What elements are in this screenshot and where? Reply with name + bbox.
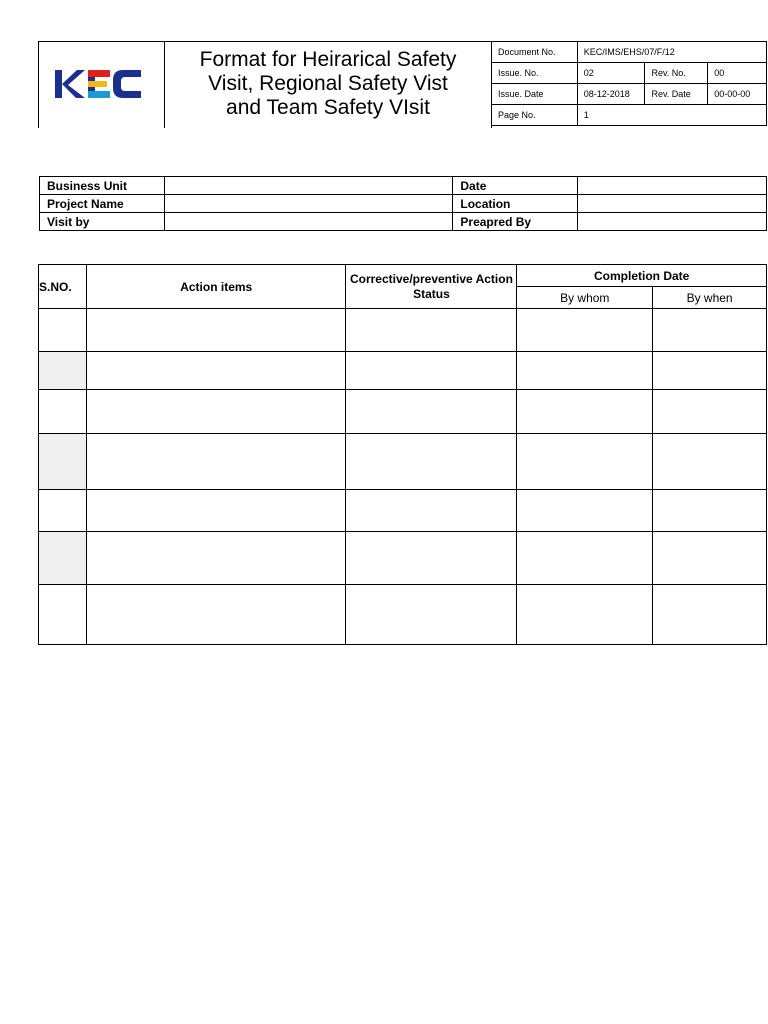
by-when-cell[interactable] xyxy=(653,434,767,490)
sno-cell[interactable] xyxy=(39,490,87,532)
issue-date-value: 08-12-2018 xyxy=(577,84,645,105)
business-unit-field[interactable] xyxy=(164,177,453,195)
info-row xyxy=(40,177,767,195)
completion-date-header: Completion Date xyxy=(517,265,767,287)
location-label: Location xyxy=(453,195,578,213)
title-line-2: Visit, Regional Safety Vist xyxy=(208,72,448,95)
status-cell[interactable] xyxy=(346,309,517,352)
date-field[interactable] xyxy=(578,177,767,195)
status-cell[interactable] xyxy=(346,352,517,390)
table-row xyxy=(39,532,767,585)
by-whom-cell[interactable] xyxy=(517,434,653,490)
meta-row xyxy=(492,63,767,84)
document-title xyxy=(165,48,491,120)
action-item-cell[interactable] xyxy=(86,434,346,490)
by-when-cell[interactable] xyxy=(653,352,767,390)
status-cell[interactable] xyxy=(346,532,517,585)
location-field[interactable] xyxy=(578,195,767,213)
action-item-cell[interactable] xyxy=(86,585,346,645)
status-cell[interactable] xyxy=(346,390,517,434)
page-no-value: 1 xyxy=(577,105,766,126)
sno-cell[interactable] xyxy=(39,585,87,645)
info-row xyxy=(40,213,767,231)
table-row xyxy=(39,352,767,390)
by-whom-cell[interactable] xyxy=(517,585,653,645)
meta-row xyxy=(492,84,767,105)
info-row xyxy=(40,195,767,213)
visit-by-label: Visit by xyxy=(40,213,165,231)
doc-no-value: KEC/IMS/EHS/07/F/12 xyxy=(577,42,766,63)
by-whom-cell[interactable] xyxy=(517,309,653,352)
by-whom-cell[interactable] xyxy=(517,532,653,585)
rev-no-value: 00 xyxy=(708,63,767,84)
by-when-cell[interactable] xyxy=(653,490,767,532)
action-item-cell[interactable] xyxy=(86,490,346,532)
document-header xyxy=(38,41,492,128)
meta-row xyxy=(492,105,767,126)
prepared-by-label: Preapred By xyxy=(453,213,578,231)
project-name-label: Project Name xyxy=(40,195,165,213)
sno-header: S.NO. xyxy=(39,265,87,309)
action-item-cell[interactable] xyxy=(86,390,346,434)
date-label: Date xyxy=(453,177,578,195)
action-item-cell[interactable] xyxy=(86,309,346,352)
document-meta-table xyxy=(491,41,767,126)
table-row xyxy=(39,309,767,352)
title-line-1: Format for Heirarical Safety xyxy=(199,48,457,71)
status-cell[interactable] xyxy=(346,490,517,532)
page-no-label: Page No. xyxy=(492,105,578,126)
issue-no-value: 02 xyxy=(577,63,645,84)
by-whom-cell[interactable] xyxy=(517,490,653,532)
rev-date-value: 00-00-00 xyxy=(708,84,767,105)
business-unit-label: Business Unit xyxy=(40,177,165,195)
by-whom-cell[interactable] xyxy=(517,390,653,434)
sno-cell[interactable] xyxy=(39,309,87,352)
sno-cell[interactable] xyxy=(39,434,87,490)
action-items-header: Action items xyxy=(86,265,346,309)
by-when-cell[interactable] xyxy=(653,390,767,434)
rev-date-label: Rev. Date xyxy=(645,84,708,105)
table-row xyxy=(39,490,767,532)
status-cell[interactable] xyxy=(346,434,517,490)
by-when-cell[interactable] xyxy=(653,309,767,352)
meta-row xyxy=(492,42,767,63)
status-cell[interactable] xyxy=(346,585,517,645)
visit-by-field[interactable] xyxy=(164,213,453,231)
title-line-3: and Team Safety VIsit xyxy=(226,96,430,119)
rev-no-label: Rev. No. xyxy=(645,63,708,84)
sno-cell[interactable] xyxy=(39,390,87,434)
action-item-cell[interactable] xyxy=(86,352,346,390)
header-row xyxy=(39,265,767,287)
kec-logo xyxy=(55,68,147,102)
visit-info-table xyxy=(39,176,767,231)
table-row xyxy=(39,585,767,645)
issue-no-label: Issue. No. xyxy=(492,63,578,84)
status-header: Corrective/preventive Action Status xyxy=(346,265,517,309)
project-name-field[interactable] xyxy=(164,195,453,213)
issue-date-label: Issue. Date xyxy=(492,84,578,105)
doc-no-label: Document No. xyxy=(492,42,578,63)
by-when-cell[interactable] xyxy=(653,532,767,585)
sno-cell[interactable] xyxy=(39,532,87,585)
by-when-cell[interactable] xyxy=(653,585,767,645)
table-row xyxy=(39,434,767,490)
sno-cell[interactable] xyxy=(39,352,87,390)
by-when-header: By when xyxy=(653,287,767,309)
by-whom-header: By whom xyxy=(517,287,653,309)
action-items-table xyxy=(38,264,767,645)
action-item-cell[interactable] xyxy=(86,532,346,585)
logo-cell xyxy=(39,42,165,128)
prepared-by-field[interactable] xyxy=(578,213,767,231)
table-row xyxy=(39,390,767,434)
by-whom-cell[interactable] xyxy=(517,352,653,390)
